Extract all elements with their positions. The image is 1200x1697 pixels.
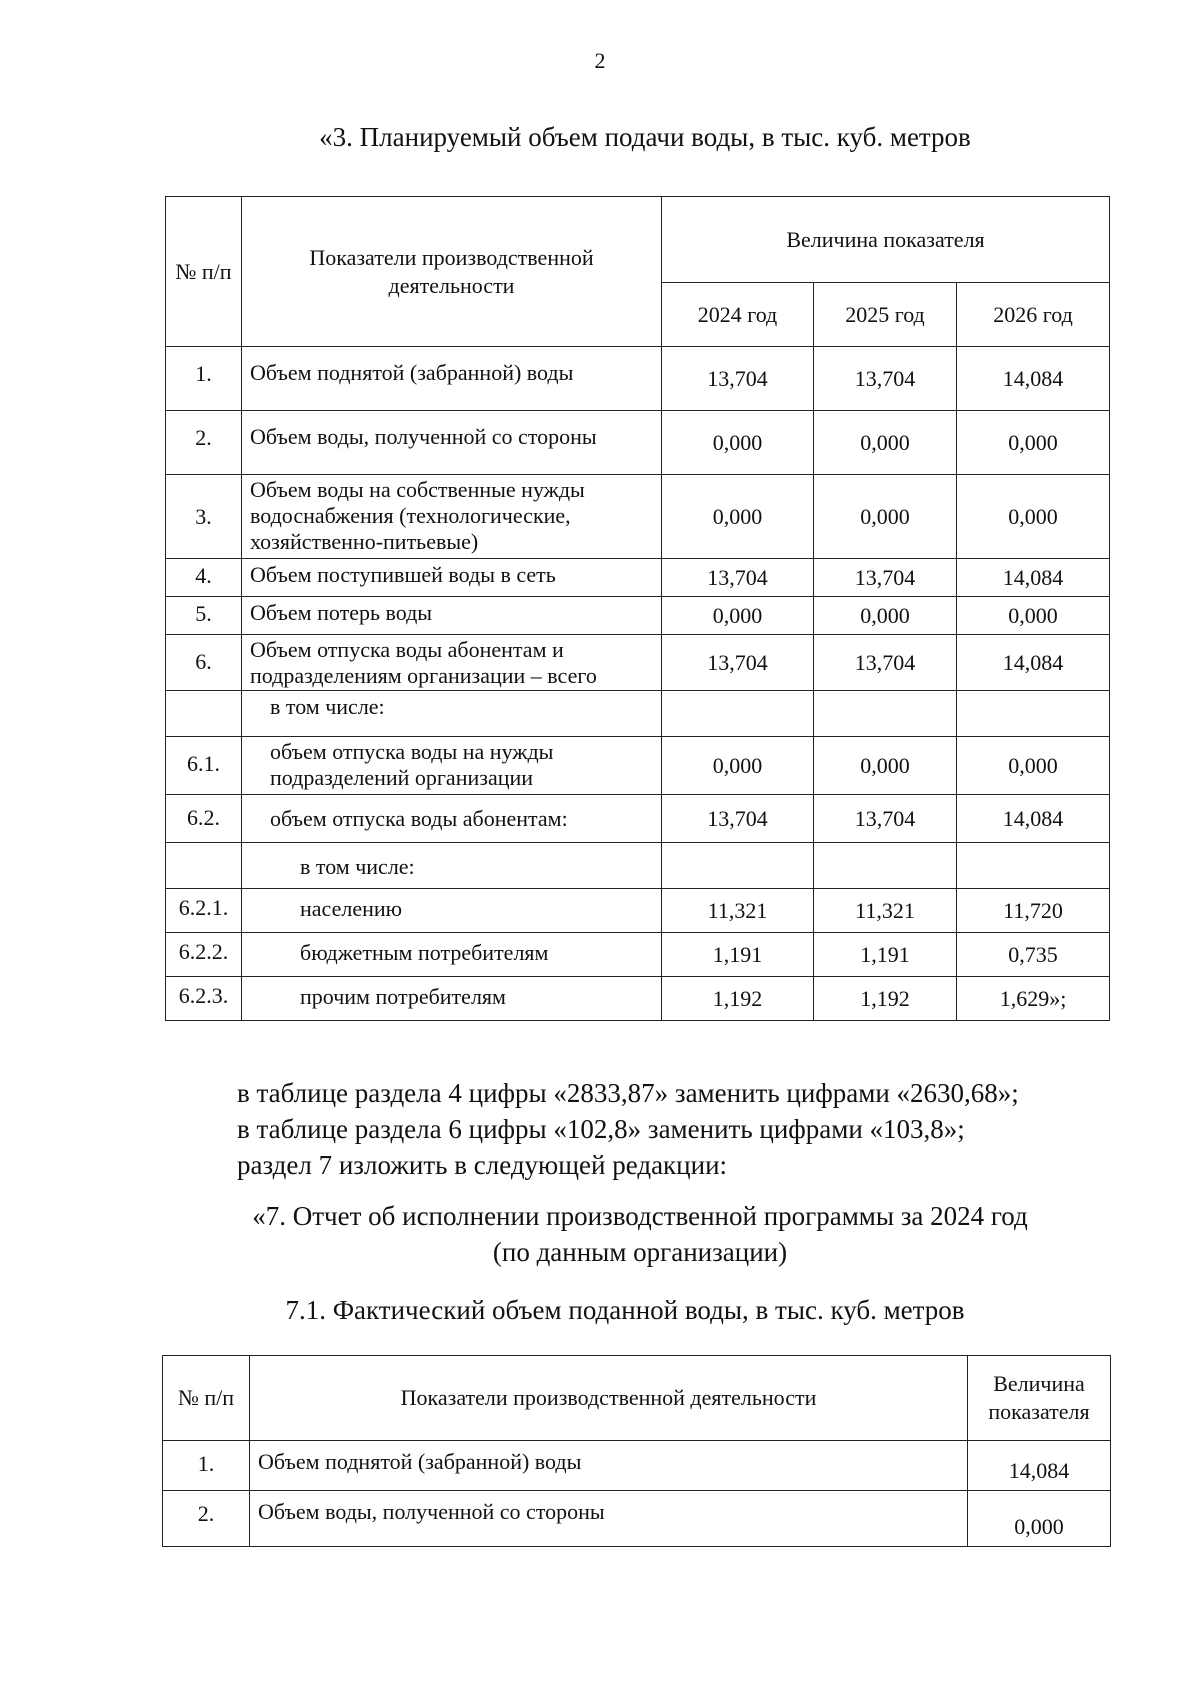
value-2024: 11,321 [662, 889, 814, 933]
row-label: Объем воды, полученной со стороны [250, 1491, 968, 1547]
table-row [166, 795, 1110, 843]
row-value: 0,000 [968, 1491, 1111, 1547]
amendment-line: раздел 7 изложить в следующей редакции: [237, 1150, 728, 1180]
value-2026: 0,000 [957, 475, 1110, 559]
row-value: 14,084 [968, 1441, 1111, 1491]
row-label: Объем отпуска воды абонентам и подразделениям организации – всего [242, 635, 662, 691]
value-2024: 13,704 [662, 795, 814, 843]
table-row [166, 559, 1110, 597]
value-2024 [662, 691, 814, 737]
value-2026: 14,084 [957, 347, 1110, 411]
value-2024: 0,000 [662, 597, 814, 635]
row-num: 6.2.1. [166, 889, 242, 933]
row-num: 1. [163, 1441, 250, 1491]
row-num: 5. [166, 597, 242, 635]
value-2025: 13,704 [814, 635, 957, 691]
table-row [166, 411, 1110, 475]
row-num: 6. [166, 635, 242, 691]
value-2026: 14,084 [957, 559, 1110, 597]
value-2026: 14,084 [957, 635, 1110, 691]
section7-title-line1: «7. Отчет об исполнении производственной программы за 2024 год [252, 1201, 1028, 1231]
value-2025: 0,000 [814, 597, 957, 635]
value-2026: 0,000 [957, 411, 1110, 475]
row-label: объем отпуска воды абонентам: [242, 795, 662, 843]
value-2024: 0,000 [662, 411, 814, 475]
row-label: Объем поднятой (забранной) воды [242, 347, 662, 411]
section7-title-line2: (по данным организации) [492, 1237, 788, 1267]
table-row [166, 475, 1110, 559]
value-2026: 0,000 [957, 597, 1110, 635]
row-num: 6.2.2. [166, 933, 242, 977]
value-2025: 13,704 [814, 347, 957, 411]
row-num: 2. [163, 1491, 250, 1547]
table-row [163, 1441, 1111, 1491]
value-2025: 13,704 [814, 559, 957, 597]
page-number: 2 [594, 48, 606, 73]
value-2024: 1,192 [662, 977, 814, 1021]
value-2026 [957, 843, 1110, 889]
row-label: населению [242, 889, 662, 933]
table-row [166, 347, 1110, 411]
amendment-text [237, 1075, 1137, 1183]
table-row [163, 1491, 1111, 1547]
row-label: Объем воды на собственные нужды водоснабжения (технологические, хозяйственно-питьевые) [242, 475, 662, 559]
value-2025: 0,000 [814, 411, 957, 475]
header-indicator: Показатели производственной деятельности [250, 1356, 968, 1441]
value-2024: 0,000 [662, 737, 814, 795]
row-label: бюджетным потребителям [242, 933, 662, 977]
table-row [166, 889, 1110, 933]
value-2025 [814, 691, 957, 737]
row-num: 4. [166, 559, 242, 597]
value-2024: 0,000 [662, 475, 814, 559]
header-num: № п/п [166, 197, 242, 347]
row-num: 6.2. [166, 795, 242, 843]
header-num: № п/п [163, 1356, 250, 1441]
header-indicator: Показатели производственной деятельности [242, 197, 662, 347]
header-value: Величина показателя [968, 1356, 1111, 1441]
row-num: 1. [166, 347, 242, 411]
table-row [166, 737, 1110, 795]
row-label: Объем потерь воды [242, 597, 662, 635]
value-2025: 1,191 [814, 933, 957, 977]
value-2024: 13,704 [662, 347, 814, 411]
section7-1-title: 7.1. Фактический объем поданной воды, в тыс. куб. метров [285, 1295, 965, 1325]
row-label: в том числе: [242, 691, 662, 737]
table-row [166, 597, 1110, 635]
table-row [166, 977, 1110, 1021]
value-2025: 0,000 [814, 475, 957, 559]
value-2026 [957, 691, 1110, 737]
header-year-2025: 2025 год [814, 283, 957, 347]
amendment-line: в таблице раздела 4 цифры «2833,87» заменить цифрами «2630,68»; [237, 1078, 1019, 1108]
row-label: прочим потребителям [242, 977, 662, 1021]
value-2026: 1,629»; [957, 977, 1110, 1021]
row-label: Объем поднятой (забранной) воды [250, 1441, 968, 1491]
row-label: Объем поступившей воды в сеть [242, 559, 662, 597]
value-2025: 1,192 [814, 977, 957, 1021]
row-num: 3. [166, 475, 242, 559]
table-row [166, 843, 1110, 889]
value-2026: 0,735 [957, 933, 1110, 977]
row-num: 6.2.3. [166, 977, 242, 1021]
value-2024: 1,191 [662, 933, 814, 977]
header-value-group: Величина показателя [662, 197, 1110, 283]
value-2025 [814, 843, 957, 889]
value-2026: 0,000 [957, 737, 1110, 795]
value-2024: 13,704 [662, 635, 814, 691]
actual-water-table [162, 1355, 1111, 1547]
header-year-2024: 2024 год [662, 283, 814, 347]
row-label: Объем воды, полученной со стороны [242, 411, 662, 475]
row-label: объем отпуска воды на нужды подразделений организации [242, 737, 662, 795]
planned-water-table [165, 196, 1110, 1021]
value-2025: 0,000 [814, 737, 957, 795]
section3-title: «3. Планируемый объем подачи воды, в тыс. куб. метров [319, 122, 971, 152]
header-year-2026: 2026 год [957, 283, 1110, 347]
row-num [166, 691, 242, 737]
amendment-line: в таблице раздела 6 цифры «102,8» заменить цифрами «103,8»; [237, 1114, 965, 1144]
row-label: в том числе: [242, 843, 662, 889]
value-2024 [662, 843, 814, 889]
table-row [166, 933, 1110, 977]
value-2025: 13,704 [814, 795, 957, 843]
value-2026: 11,720 [957, 889, 1110, 933]
table-row [166, 635, 1110, 691]
value-2024: 13,704 [662, 559, 814, 597]
row-num [166, 843, 242, 889]
section7-title [150, 1198, 1130, 1270]
value-2026: 14,084 [957, 795, 1110, 843]
value-2025: 11,321 [814, 889, 957, 933]
table-row [166, 691, 1110, 737]
row-num: 2. [166, 411, 242, 475]
row-num: 6.1. [166, 737, 242, 795]
